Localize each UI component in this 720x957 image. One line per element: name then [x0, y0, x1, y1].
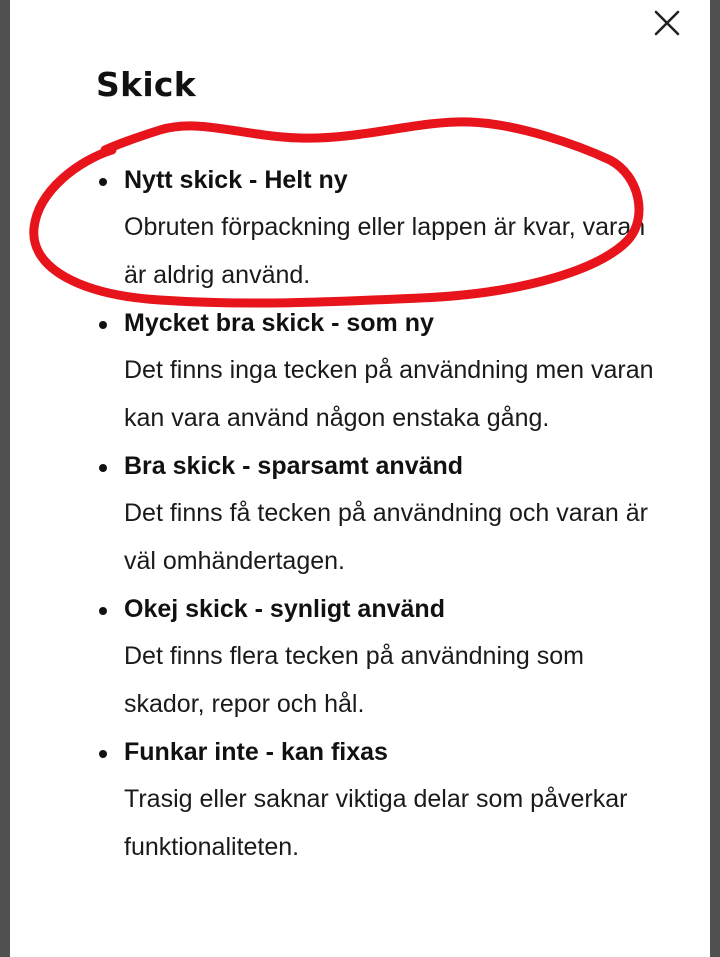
- dialog-title: Skick: [96, 65, 197, 104]
- condition-item-okay: [10, 586, 710, 728]
- bullet-icon: [99, 464, 107, 472]
- condition-item-very-good: [10, 300, 710, 442]
- condition-title: Funkar inte - kan fixas: [124, 738, 388, 766]
- close-icon: [653, 9, 681, 37]
- condition-description: Trasig eller saknar viktiga delar som påverkar funktionaliteten.: [124, 785, 628, 861]
- condition-description: Det finns inga tecken på användning men varan kan vara använd någon enstaka gång.: [124, 356, 654, 432]
- condition-description: Det finns få tecken på användning och varan är väl omhändertagen.: [124, 499, 648, 575]
- condition-list: [10, 157, 710, 872]
- bullet-icon: [99, 607, 107, 615]
- condition-info-dialog: [10, 0, 710, 957]
- close-button[interactable]: [653, 9, 681, 37]
- bullet-icon: [99, 750, 107, 758]
- condition-description: Det finns flera tecken på användning som skador, repor och hål.: [124, 642, 584, 718]
- condition-description: Obruten förpackning eller lappen är kvar, varan är aldrig använd.: [124, 213, 646, 289]
- backdrop-right: [710, 0, 720, 957]
- condition-title: Nytt skick - Helt ny: [124, 166, 348, 194]
- condition-item-good: [10, 443, 710, 585]
- bullet-icon: [99, 321, 107, 329]
- condition-title: Mycket bra skick - som ny: [124, 309, 434, 337]
- condition-item-broken: [10, 729, 710, 871]
- condition-title: Bra skick - sparsamt använd: [124, 452, 464, 480]
- bullet-icon: [99, 178, 107, 186]
- backdrop-left: [0, 0, 10, 957]
- condition-title: Okej skick - synligt använd: [124, 595, 445, 623]
- condition-item-new: [10, 157, 710, 299]
